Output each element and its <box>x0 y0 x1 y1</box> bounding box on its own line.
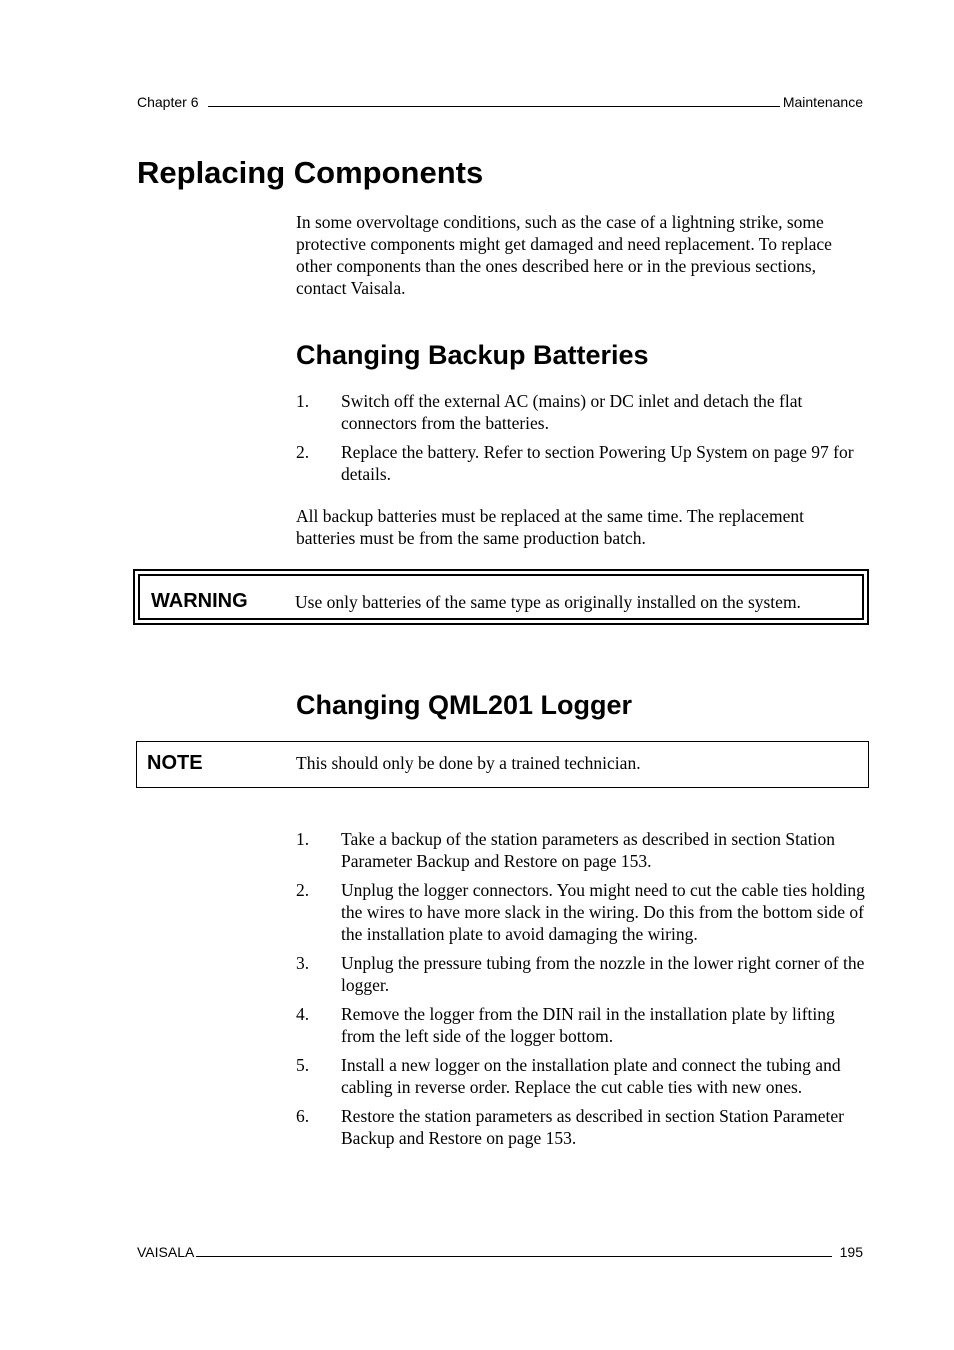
list-item <box>296 952 868 996</box>
step-number: 5. <box>296 1055 310 1075</box>
logger-heading: Changing QML201 Logger <box>296 690 633 720</box>
page-title: Replacing Components <box>137 155 484 190</box>
list-item <box>296 1054 868 1098</box>
page-header <box>137 90 863 110</box>
note-text: This should only be done by a trained technician. <box>296 753 641 773</box>
section-label: Maintenance <box>782 94 863 110</box>
step-text: Switch off the external AC (mains) or DC inlet and detach the flat connectors from the batteries. <box>341 391 803 433</box>
header-rule <box>208 106 779 107</box>
step-number: 1. <box>296 391 310 411</box>
warning-inner-frame <box>138 574 864 620</box>
note-label: NOTE <box>147 752 203 774</box>
warning-label: WARNING <box>151 590 248 612</box>
step-number: 2. <box>296 442 310 462</box>
step-number: 3. <box>296 953 310 973</box>
step-number: 4. <box>296 1004 310 1024</box>
list-item <box>296 828 868 872</box>
step-text: Replace the battery. Refer to section Powering Up System on page 97 for details. <box>341 442 854 484</box>
list-item <box>296 441 868 485</box>
footer-rule <box>196 1256 831 1257</box>
list-item <box>296 1003 868 1047</box>
warning-box <box>133 569 869 625</box>
note-box <box>136 741 869 788</box>
step-text: Take a backup of the station parameters as described in section Station Parameter Backup and Restore on page 153. <box>341 829 835 871</box>
batteries-heading: Changing Backup Batteries <box>296 340 649 370</box>
batteries-steps <box>296 390 868 492</box>
step-text: Unplug the pressure tubing from the nozzle in the lower right corner of the logger. <box>341 953 865 995</box>
intro-paragraph: In some overvoltage conditions, such as the case of a lightning strike, some protective components might get damaged and need replacement. To replace other components than the ones described here or in the previous sections, contact Vaisala. <box>296 212 832 298</box>
step-text: Unplug the logger connectors. You might need to cut the cable ties holding the wires to have more slack in the wiring. Do this from the bottom side of the installation plate to avoid damaging the wiring. <box>341 880 865 944</box>
batteries-paragraph: All backup batteries must be replaced at the same time. The replacement batteries must be from the same production batch. <box>296 506 804 548</box>
list-item <box>296 1105 868 1149</box>
company-label: VAISALA <box>137 1244 195 1260</box>
list-item <box>296 390 868 434</box>
step-text: Restore the station parameters as described in section Station Parameter Backup and Restore on page 153. <box>341 1106 844 1148</box>
page-number: 195 <box>839 1244 863 1260</box>
list-item <box>296 879 868 945</box>
chapter-label: Chapter 6 <box>137 94 199 110</box>
step-text: Remove the logger from the DIN rail in the installation plate by lifting from the left side of the logger bottom. <box>341 1004 835 1046</box>
step-number: 1. <box>296 829 310 849</box>
warning-text: Use only batteries of the same type as originally installed on the system. <box>295 592 801 612</box>
step-number: 6. <box>296 1106 310 1126</box>
logger-steps <box>296 828 868 1156</box>
step-number: 2. <box>296 880 310 900</box>
step-text: Install a new logger on the installation plate and connect the tubing and cabling in reverse order. Replace the cut cable ties with new ones. <box>341 1055 841 1097</box>
page-footer <box>137 1240 863 1260</box>
